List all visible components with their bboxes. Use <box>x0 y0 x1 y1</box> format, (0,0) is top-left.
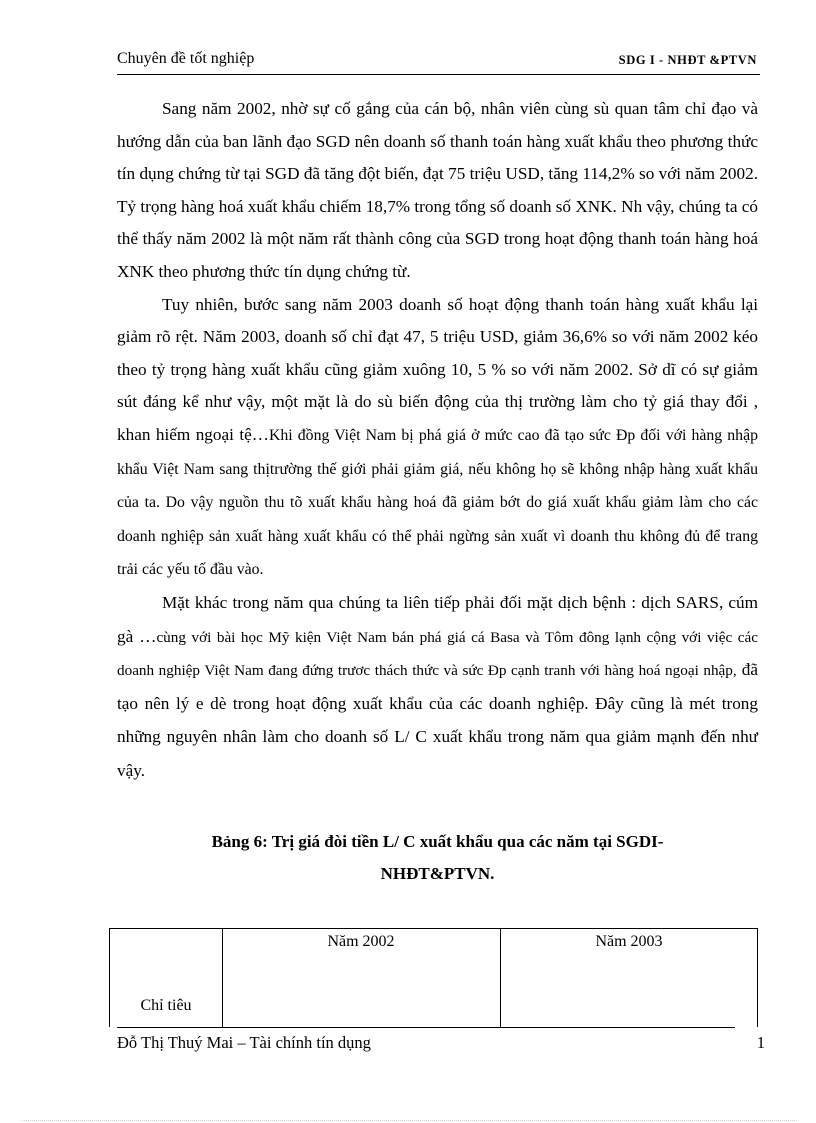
paragraph-3-part-3: đã tạo nên lý e dè trong hoạt động xuất khẩu của các doanh nghiệp. Đây cũng là mét trong những nguyên nhân làm cho doanh số L/ C xuất khẩu trong năm qua giảm mạnh đến như vậy. <box>117 660 758 780</box>
table-header-year-2002: Năm 2002 <box>327 933 395 950</box>
paragraph-3-part-1: Mặt khác trong năm qua chúng ta liên tiếp phải đối mặt dịch bệnh : dịch SARS, cúm gà … <box>117 592 758 646</box>
paragraph-2-part-2: Khi đồng Việt Nam bị phá giá ở mức cao đã tạo sức Ðp đối với hàng nhập khẩu Việt Nam sang thịtrường thế giới phải giảm giá, nếu không họ sẽ không nhập hàng xuất khẩu của ta. Do vậy nguồn thu tõ xuất khẩu hàng hoá đã giảm bớt do giá xuất khẩu giảm làm cho các doanh nghiệp sản xuất hàng xuất khẩu có thể phải ngừng sản xuất vì doanh thu không đủ để trang trải các yếu tố đầu vào. <box>117 426 758 579</box>
body-text <box>117 93 758 788</box>
footer-author: Đỗ Thị Thuý Mai – Tài chính tín dụng <box>117 1033 371 1052</box>
footer-divider <box>117 1027 735 1028</box>
header-department: SDG I - NHĐT &PTVN <box>618 53 757 67</box>
page-number: 1 <box>756 1033 765 1052</box>
header-document-title: Chuyên đề tốt nghiệp <box>117 50 255 67</box>
page-header <box>117 48 760 75</box>
paragraph-2 <box>117 289 758 587</box>
table-caption-line-1: Bảng 6: Trị giá đòi tiền L/ C xuất khẩu qua các năm tại SGDI- <box>211 832 664 851</box>
page-edge-divider <box>22 1120 797 1121</box>
paragraph-2-part-1: Tuy nhiên, bước sang năm 2003 doanh số hoạt động thanh toán hàng xuất khẩu lại giảm rõ rệt. Năm 2003, doanh số chỉ đạt 47, 5 triệu USD, giảm 36,6% so với năm 2002 kéo theo tỷ trọng hàng xuất khẩu cũng giảm xuông 10, 5 % so với năm 2002. Sở dĩ có sự giảm sút đáng kể như vậy, một mặt là do sù biến động của thị trường làm cho tỷ giá thay đổi , khan hiếm ngoại tệ… <box>117 294 758 444</box>
data-table <box>109 928 758 1027</box>
paragraph-3-part-2: cùng với bài học Mỹ kiện Việt Nam bán phá giá cá Basa và Tôm đông lạnh cộng với việc các doanh nghiệp Việt Nam đang đứng trươc thách thức và sức Ðp cạnh tranh với hàng hoá ngoại nhập, <box>117 628 758 680</box>
paragraph-1: Sang năm 2002, nhờ sự cố gắng của cán bộ, nhân viên cùng sù quan tâm chỉ đạo và hướng dẫn của ban lãnh đạo SGD nên doanh số thanh toán hàng xuất khẩu theo phương thức tín dụng chứng từ tại SGD đã tăng đột biến, đạt 75 triệu USD, tăng 114,2% so với năm 2002. Tỷ trọng hàng hoá xuất khẩu chiếm 18,7% trong tổng số doanh số XNK. Nh vậy, chúng ta có thể thấy năm 2002 là một năm rất thành công của SGD trong hoạt động thanh toán hàng hoá XNK theo phương thức tín dụng chứng từ. <box>117 99 758 281</box>
table-caption-line-2: NHĐT&PTVN. <box>380 864 495 883</box>
table-header-year-2003: Năm 2003 <box>595 933 663 950</box>
table-header-indicator: Chỉ tiêu <box>140 997 192 1014</box>
paragraph-3 <box>117 587 758 789</box>
